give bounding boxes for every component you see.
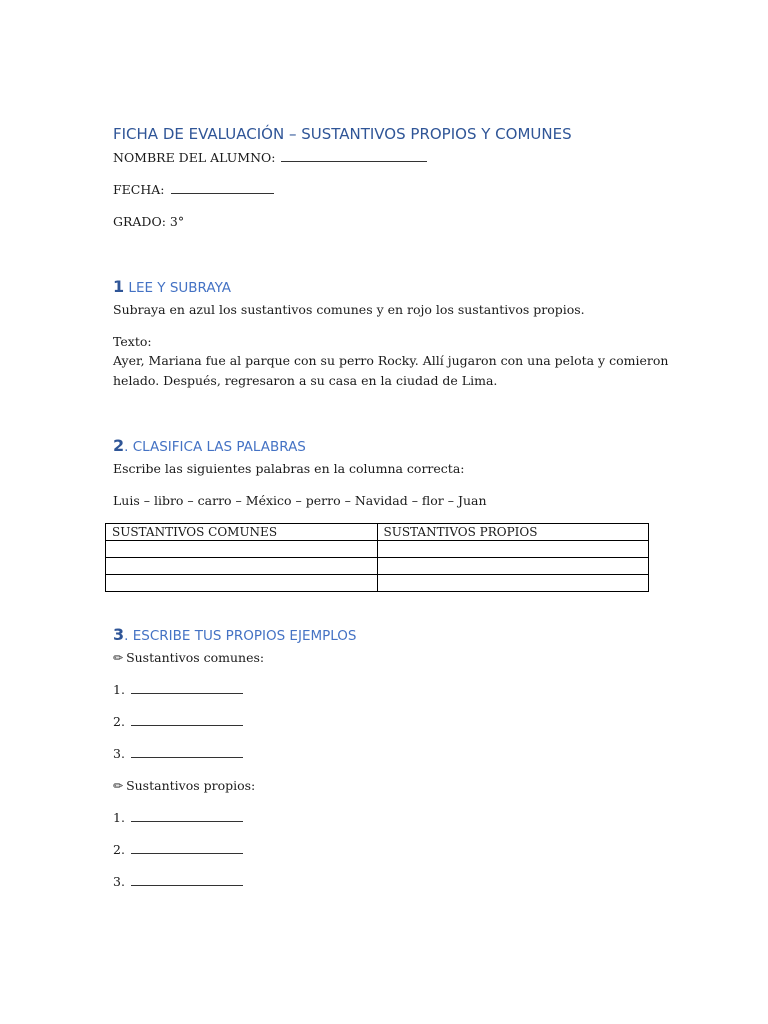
date-blank[interactable] bbox=[171, 182, 274, 194]
table-cell[interactable] bbox=[106, 558, 378, 575]
student-name-label: NOMBRE DEL ALUMNO: bbox=[113, 150, 276, 165]
common-nouns-label: Sustantivos comunes: bbox=[126, 650, 265, 665]
section-2-instruction: Escribe las siguientes palabras en la columna correcta: bbox=[113, 461, 465, 476]
date-field bbox=[113, 180, 274, 200]
proper-nouns-label: Sustantivos propios: bbox=[126, 778, 256, 793]
common-noun-item-3 bbox=[113, 744, 243, 764]
answer-blank[interactable] bbox=[131, 714, 243, 726]
answer-blank[interactable] bbox=[131, 746, 243, 758]
table-cell[interactable] bbox=[377, 558, 649, 575]
answer-blank[interactable] bbox=[131, 874, 243, 886]
item-number: 3. bbox=[113, 874, 125, 889]
table-cell[interactable] bbox=[377, 541, 649, 558]
reading-text-line-1: Ayer, Mariana fue al parque con su perro Rocky. Allí jugaron con una pelota y comieron bbox=[113, 353, 669, 368]
proper-noun-item-3 bbox=[113, 872, 243, 892]
proper-nouns-prompt bbox=[113, 776, 255, 796]
section-1-heading bbox=[113, 277, 231, 296]
table-cell[interactable] bbox=[377, 575, 649, 592]
proper-noun-item-2 bbox=[113, 840, 243, 860]
section-1-number: 1 bbox=[113, 277, 125, 296]
item-number: 1. bbox=[113, 810, 125, 825]
proper-noun-item-1 bbox=[113, 808, 243, 828]
header-common-nouns: SUSTANTIVOS COMUNES bbox=[106, 524, 378, 541]
section-2-number: 2 bbox=[113, 436, 125, 455]
grade-field: GRADO: 3° bbox=[113, 214, 185, 229]
answer-blank[interactable] bbox=[131, 682, 243, 694]
item-number: 2. bbox=[113, 714, 125, 729]
pencil-icon: ✏ bbox=[113, 779, 124, 793]
pencil-icon: ✏ bbox=[113, 651, 124, 665]
answer-blank[interactable] bbox=[131, 842, 243, 854]
section-2-title: . CLASIFICA LAS PALABRAS bbox=[124, 439, 306, 455]
student-name-field bbox=[113, 148, 427, 168]
table-cell[interactable] bbox=[106, 575, 378, 592]
table-row bbox=[106, 575, 649, 592]
common-nouns-prompt bbox=[113, 648, 264, 668]
section-1-instruction: Subraya en azul los sustantivos comunes y en rojo los sustantivos propios. bbox=[113, 302, 585, 317]
section-1-title: LEE Y SUBRAYA bbox=[124, 280, 232, 296]
text-label: Texto: bbox=[113, 334, 152, 349]
answer-blank[interactable] bbox=[131, 810, 243, 822]
student-name-blank[interactable] bbox=[281, 150, 427, 162]
common-noun-item-1 bbox=[113, 680, 243, 700]
item-number: 1. bbox=[113, 682, 125, 697]
date-label: FECHA: bbox=[113, 182, 165, 197]
section-3-title: . ESCRIBE TUS PROPIOS EJEMPLOS bbox=[124, 628, 357, 644]
item-number: 2. bbox=[113, 842, 125, 857]
table-row bbox=[106, 541, 649, 558]
classification-table bbox=[105, 523, 649, 592]
word-list: Luis – libro – carro – México – perro – Navidad – flor – Juan bbox=[113, 493, 487, 508]
common-noun-item-2 bbox=[113, 712, 243, 732]
header-proper-nouns: SUSTANTIVOS PROPIOS bbox=[377, 524, 649, 541]
table-row bbox=[106, 558, 649, 575]
section-2-heading bbox=[113, 436, 306, 455]
table-header-row bbox=[106, 524, 649, 541]
item-number: 3. bbox=[113, 746, 125, 761]
section-3-heading bbox=[113, 625, 357, 644]
section-3-number: 3 bbox=[113, 625, 125, 644]
page-title: FICHA DE EVALUACIÓN – SUSTANTIVOS PROPIOS Y COMUNES bbox=[113, 125, 572, 143]
reading-text-line-2: helado. Después, regresaron a su casa en la ciudad de Lima. bbox=[113, 373, 498, 388]
table-cell[interactable] bbox=[106, 541, 378, 558]
